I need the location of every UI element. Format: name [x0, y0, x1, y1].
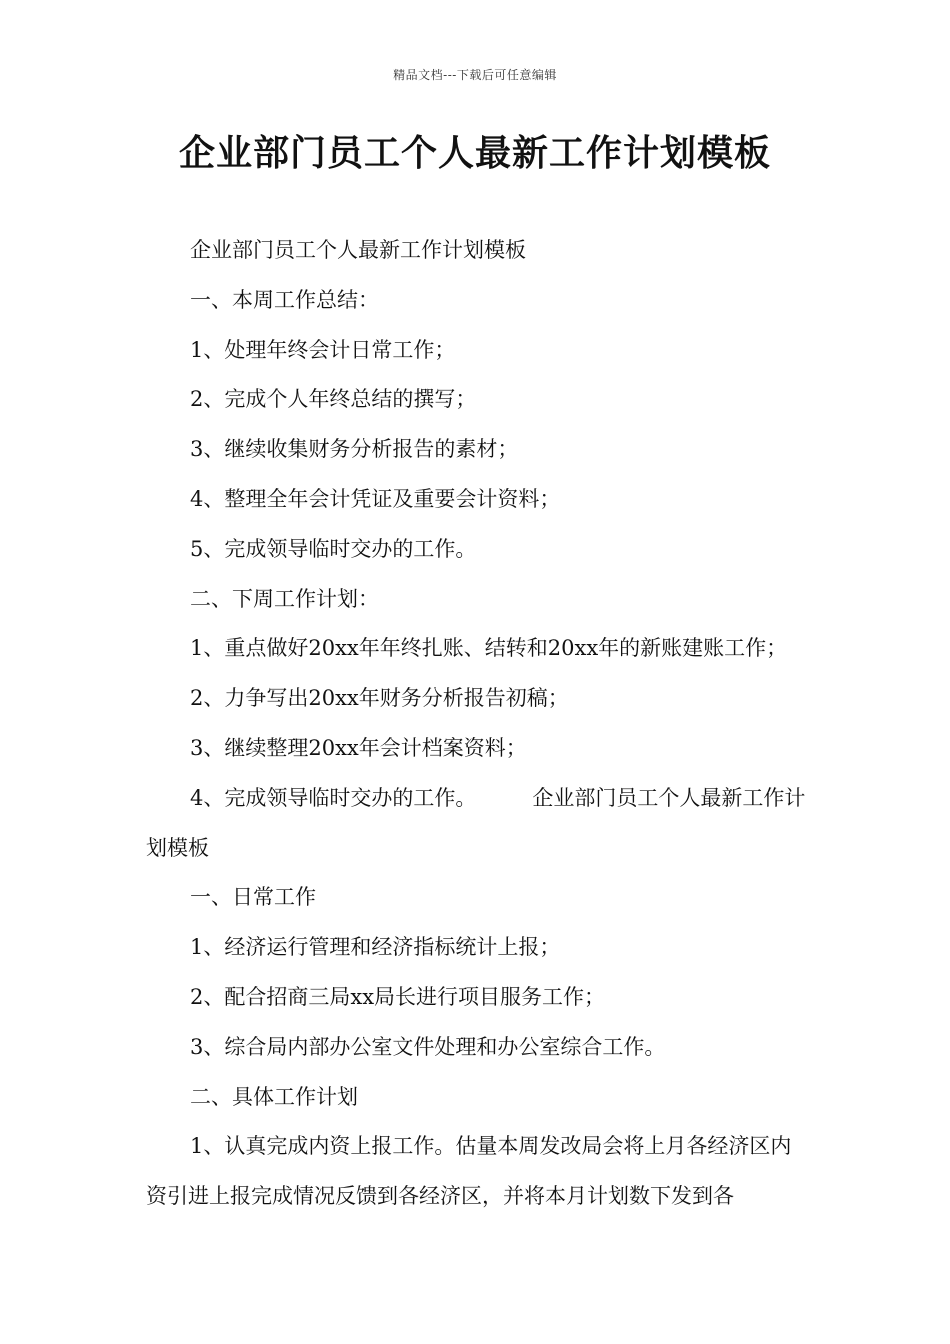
list-item: 1、认真完成内资上报工作。估量本周发改局会将上月各经济区内资引进上报完成情况反馈到各经济区，并将本月计划数下发到各 — [146, 1134, 792, 1209]
section-heading: 二、下周工作计划： — [190, 586, 379, 611]
repeated-title-text: 企业部门员工个人最新工作计划模板 — [146, 785, 806, 860]
list-item: 3、综合局内部办公室文件处理和办公室综合工作。 — [190, 1034, 666, 1059]
list-item: 1、经济运行管理和经济指标统计上报； — [190, 935, 561, 960]
header-note: 精品文档---下载后可任意编辑 — [393, 68, 557, 82]
list-item: 2、完成个人年终总结的撰写； — [190, 387, 477, 412]
list-item: 2、力争写出20xx年财务分析报告初稿； — [190, 686, 569, 711]
list-item: 3、继续收集财务分析报告的素材； — [190, 437, 519, 462]
mixed-paragraph — [146, 774, 808, 874]
section-heading: 二、具体工作计划 — [190, 1084, 358, 1109]
document-title: 企业部门员工个人最新工作计划模板 — [178, 133, 771, 174]
section-heading: 一、日常工作 — [190, 885, 316, 910]
list-item-text: 4、完成领导临时交办的工作。 — [190, 785, 477, 810]
paragraph: 企业部门员工个人最新工作计划模板 — [190, 238, 526, 262]
section-heading: 一、本周工作总结： — [190, 287, 379, 312]
list-item: 1、处理年终会计日常工作； — [190, 337, 456, 362]
list-item: 5、完成领导临时交办的工作。 — [190, 536, 477, 561]
list-item: 4、整理全年会计凭证及重要会计资料； — [190, 486, 561, 511]
list-item: 1、重点做好20xx年年终扎账、结转和20xx年的新账建账工作； — [190, 636, 788, 661]
list-item: 2、配合招商三局xx局长进行项目服务工作； — [190, 984, 606, 1009]
document-body — [146, 226, 808, 1222]
list-item: 3、继续整理20xx年会计档案资料； — [190, 735, 527, 760]
